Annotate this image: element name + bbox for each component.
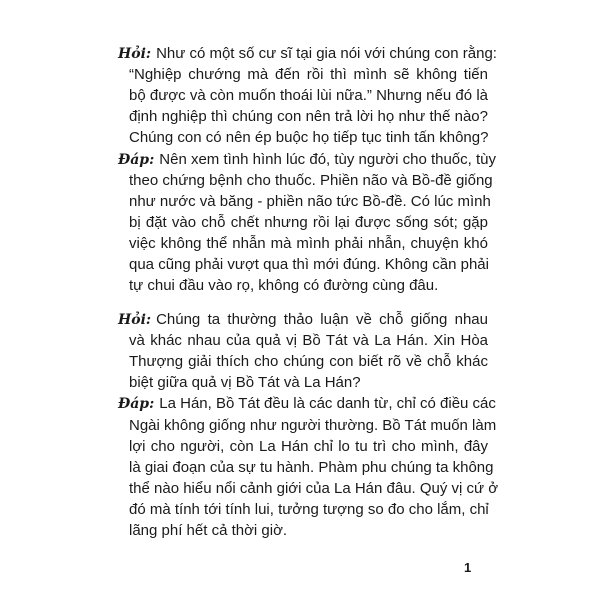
answer-text: thể nào hiểu nổi cảnh giới của La Hán đâu. Quý vị cứ ở <box>129 479 499 497</box>
question-label: Hỏi: <box>118 46 152 62</box>
answer-line <box>129 416 497 435</box>
question-label: Hỏi: <box>118 312 152 328</box>
answer-line <box>118 150 496 169</box>
answer-text: bị đặt vào chỗ chết nhưng rồi lại được sống sót; gặp <box>129 213 488 231</box>
question-line <box>129 87 488 105</box>
answer-line <box>129 214 488 232</box>
question-text: biệt giữa quả vị Bồ Tát và La Hán? <box>129 374 361 392</box>
answer-line <box>129 192 491 211</box>
answer-label: Đáp: <box>118 396 155 413</box>
answer-line <box>129 458 494 477</box>
question-text: bộ được và còn muốn thoái lùi nữa.” Nhưng nếu đó là <box>129 87 488 105</box>
answer-text: là giai đoạn của sự tu hành. Phàm phu chúng ta không <box>129 458 494 476</box>
question-line <box>118 311 488 329</box>
question-text: định nghiệp thì chúng con nên trả lời họ như thế nào? <box>129 108 488 126</box>
answer-text: lợi cho người, còn La Hán chỉ lo tu trì cho mình, đây <box>129 437 488 455</box>
answer-text: theo chứng bệnh cho thuốc. Phiền não và Bồ-đề giống <box>129 171 493 189</box>
answer-line <box>129 501 488 519</box>
answer-text: việc không thể nhẫn mà mình phải nhẫn, chuyện khó <box>129 234 488 252</box>
answer-text: tự chui đầu vào rọ, không có đường cùng đâu. <box>129 277 439 295</box>
question-line <box>129 374 488 392</box>
question-line <box>129 332 488 350</box>
question-text: “Nghiệp chướng mà đến rồi thì mình sẽ không tiến <box>129 66 488 84</box>
answer-label: Đáp: <box>118 151 155 168</box>
question-text: Chúng con có nên ép buộc họ tiếp tục tinh tấn không? <box>129 129 489 147</box>
answer-line <box>118 395 496 413</box>
answer-text: như nước và băng - phiền não tức Bồ-đề. Có lúc mình <box>129 192 491 210</box>
question-line <box>129 129 488 147</box>
answer-text: La Hán, Bồ Tát đều là các danh từ, chỉ có điều các <box>159 395 496 413</box>
answer-line <box>129 522 488 540</box>
answer-text: qua cũng phải vượt qua thì mới đúng. Không cần phải <box>129 256 489 273</box>
answer-line <box>129 235 488 253</box>
answer-line <box>129 479 499 498</box>
answer-line <box>129 438 488 456</box>
answer-text: đó mà tính tới tính lui, tưởng tượng so đo cho lắm, chỉ <box>129 500 489 518</box>
question-text: Chúng ta thường thảo luận về chỗ giống nhau <box>156 311 488 328</box>
question-line <box>129 108 488 126</box>
question-line <box>118 45 497 63</box>
question-text: và khác nhau của quả vị Bồ Tát và La Hán. Xin Hòa <box>129 332 488 350</box>
answer-line <box>129 277 488 295</box>
answer-line <box>129 256 488 274</box>
answer-text: Nên xem tình hình lúc đó, tùy người cho thuốc, tùy <box>159 150 496 168</box>
question-text: Như có một số cư sĩ tại gia nói với chúng con rằng: <box>156 45 497 62</box>
answer-text: lãng phí hết cả thời giờ. <box>129 522 288 539</box>
page-number: 1 <box>464 560 472 575</box>
question-text: Thượng giải thích cho chúng con biết rõ về chỗ khác <box>129 353 488 371</box>
question-line <box>129 66 488 84</box>
question-line <box>129 353 488 371</box>
answer-line <box>129 171 493 190</box>
answer-text: Ngài không giống như người thường. Bồ Tát muốn làm <box>129 416 497 434</box>
